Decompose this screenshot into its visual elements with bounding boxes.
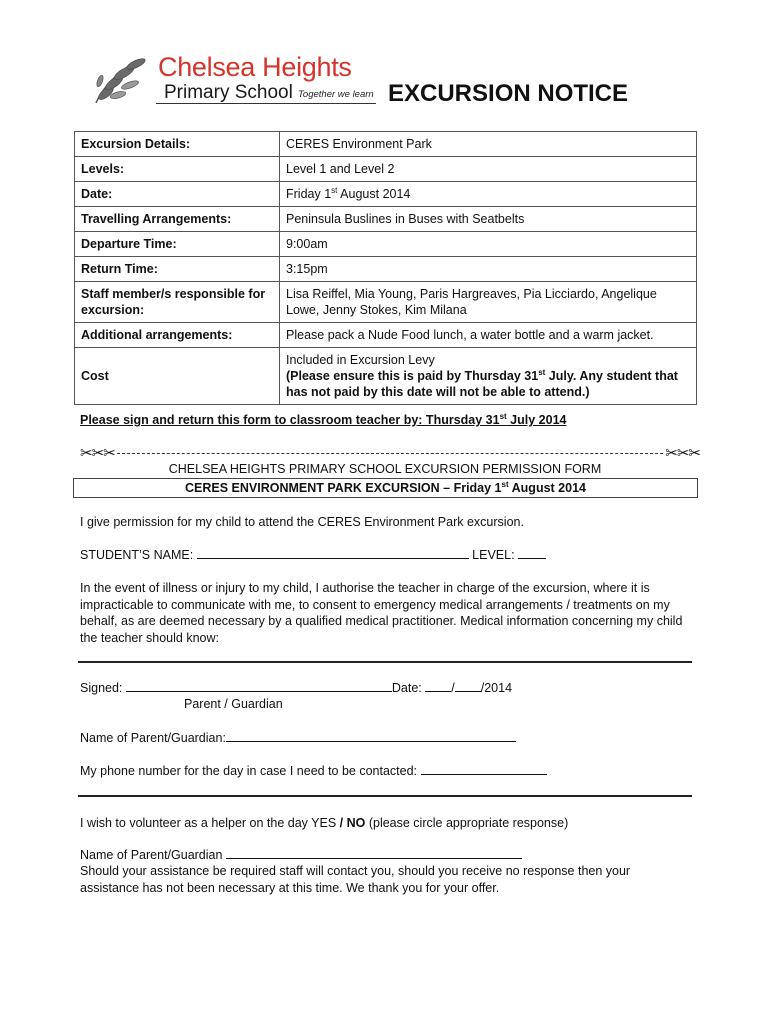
- scissors-icon: ✂✂✂: [80, 445, 115, 462]
- date-month-field[interactable]: [455, 680, 481, 692]
- school-type: Primary School: [164, 82, 293, 103]
- row-label: Staff member/s responsible for excursion:: [75, 282, 280, 323]
- level-field[interactable]: [518, 547, 546, 559]
- row-label: Return Time:: [75, 257, 280, 282]
- table-row: [75, 257, 697, 282]
- row-value: CERES Environment Park: [280, 132, 697, 157]
- give-permission-text: I give permission for my child to attend the CERES Environment Park excursion.: [80, 515, 524, 529]
- cost-warning-sup: st: [538, 367, 546, 377]
- assistance-text: Should your assistance be required staff will contact you, should you receive no response then your assistance has not been necessary at this time. We thank you for your offer.: [80, 864, 631, 895]
- parent-guardian-caption: Parent / Guardian: [184, 697, 283, 711]
- level-label: LEVEL:: [472, 548, 515, 562]
- cut-line: [80, 445, 700, 461]
- row-value: Peninsula Buslines in Buses with Seatbelts: [280, 207, 697, 232]
- return-note-pre: Please sign and return this form to classroom teacher by: Thursday 31: [80, 413, 500, 427]
- row-label: Levels:: [75, 157, 280, 182]
- medical-info-line[interactable]: [78, 661, 692, 663]
- permission-form-title: CHELSEA HEIGHTS PRIMARY SCHOOL EXCURSION PERMISSION FORM: [168, 462, 602, 476]
- row-label: Departure Time:: [75, 232, 280, 257]
- row-value: Please pack a Nude Food lunch, a water bottle and a warm jacket.: [280, 323, 697, 348]
- student-name-label: STUDENT’S NAME:: [80, 548, 194, 562]
- row-value: [280, 348, 697, 405]
- row-value: [280, 182, 697, 207]
- signature-field[interactable]: [126, 680, 392, 692]
- dashed-divider: [117, 453, 664, 454]
- row-label: Travelling Arrangements:: [75, 207, 280, 232]
- date-sup: st: [331, 185, 338, 195]
- section-divider: [78, 795, 692, 797]
- row-value: Level 1 and Level 2: [280, 157, 697, 182]
- date-post: August 2014: [337, 187, 411, 201]
- cost-line1: Included in Excursion Levy: [286, 353, 435, 367]
- table-row: [75, 232, 697, 257]
- date-separator: /: [451, 681, 455, 695]
- date-pre: Friday 1: [286, 187, 332, 201]
- phone-field[interactable]: [421, 763, 547, 775]
- return-note-post: July 2014: [506, 413, 567, 427]
- volunteer-pre: I wish to volunteer as a helper on the day YES: [80, 816, 340, 830]
- volunteer-row: [80, 815, 692, 832]
- permission-form-subtitle: [73, 478, 698, 498]
- date-day-field[interactable]: [425, 680, 451, 692]
- parent-name-label: Name of Parent/Guardian:: [80, 731, 226, 745]
- cost-warning-pre: (Please ensure this is paid by Thursday 31: [286, 369, 539, 383]
- row-label: Date:: [75, 182, 280, 207]
- table-row: [75, 132, 697, 157]
- volunteer-name-field[interactable]: [226, 847, 522, 859]
- school-logo-graphic: [92, 55, 156, 105]
- row-value: Lisa Reiffel, Mia Young, Paris Hargreaves, Pia Licciardo, Angelique Lowe, Jenny Stokes, Kim Milana: [280, 282, 697, 323]
- signed-label: Signed:: [80, 681, 123, 695]
- row-label: Cost: [75, 348, 280, 405]
- excursion-details-table: [74, 131, 697, 405]
- table-row: [75, 282, 697, 323]
- perm-box-sup: st: [501, 479, 509, 489]
- cost-warning-post: July. Any student that has not paid by this date will not be able to attend.): [286, 369, 678, 399]
- scissors-icon: ✂✂✂: [665, 445, 700, 462]
- return-note-sup: st: [499, 411, 507, 421]
- signed-row: [80, 680, 692, 697]
- parent-name-field[interactable]: [226, 730, 516, 742]
- table-row: [75, 207, 697, 232]
- school-name: Chelsea Heights: [158, 52, 352, 82]
- school-tagline: Together we learn: [298, 89, 374, 100]
- phone-label: My phone number for the day in case I need to be contacted:: [80, 764, 418, 778]
- row-value: 3:15pm: [280, 257, 697, 282]
- student-name-row: [80, 547, 692, 564]
- volunteer-name-label: Name of Parent/Guardian: [80, 848, 223, 862]
- phone-row: [80, 763, 692, 780]
- perm-box-pre: CERES ENVIRONMENT PARK EXCURSION – Friday 1: [185, 481, 502, 495]
- parent-name-row: [80, 730, 692, 747]
- notice-title: EXCURSION NOTICE: [388, 80, 629, 107]
- date-label: Date:: [391, 681, 422, 695]
- return-deadline-note: [80, 413, 566, 427]
- row-label: Excursion Details:: [75, 132, 280, 157]
- row-value: 9:00am: [280, 232, 697, 257]
- illness-consent-text: In the event of illness or injury to my child, I authorise the teacher in charge of the excursion, where it is impracticable to communicate with me, to consent to emergency medical arrangements / treatments on my behalf, as are deemed necessary by a qualified medical practitioner. Medical information concerning my child the teacher should know:: [80, 581, 683, 645]
- cost-warning: [286, 368, 690, 400]
- student-name-field[interactable]: [197, 547, 469, 559]
- date-year: /2014: [480, 681, 513, 695]
- volunteer-name-row: [80, 847, 692, 864]
- volunteer-no[interactable]: / NO: [339, 816, 366, 830]
- perm-box-post: August 2014: [508, 481, 586, 495]
- row-label: Additional arrangements:: [75, 323, 280, 348]
- volunteer-post: (please circle appropriate response): [365, 816, 569, 830]
- table-row: [75, 323, 697, 348]
- logo-divider: [156, 103, 376, 104]
- table-row: [75, 182, 697, 207]
- table-row: [75, 348, 697, 405]
- table-row: [75, 157, 697, 182]
